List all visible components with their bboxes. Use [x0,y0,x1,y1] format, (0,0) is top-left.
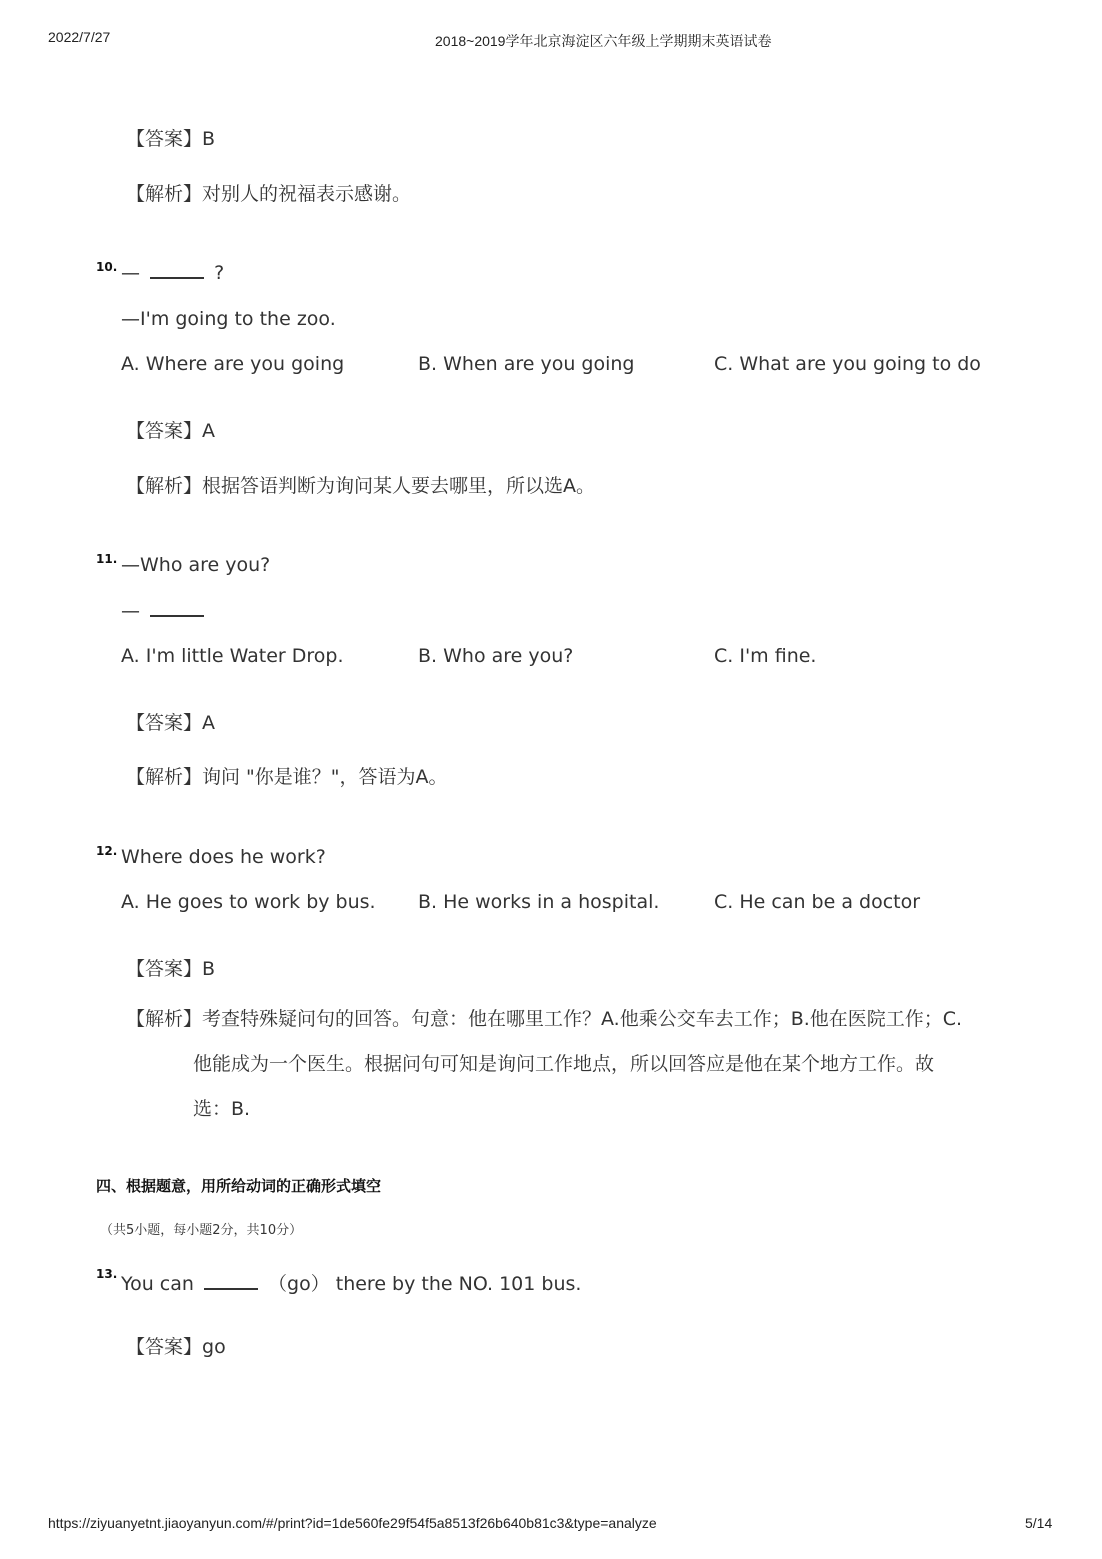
answer-label: 【答案】 [126,1336,203,1358]
analysis-label: 【解析】 [126,1008,203,1030]
q10-reply: —I'm going to the zoo. [121,308,336,330]
q12-answer [126,954,215,981]
q12-analysis-text1: 考查特殊疑问句的回答。句意：他在哪里工作？A.他乘公交车去工作；B.他在医院工作；C. [202,1008,963,1030]
q11-option-b: B. Who are you? [418,645,574,667]
q10-analysis [126,471,595,498]
analysis-label: 【解析】 [126,475,203,497]
analysis-label: 【解析】 [126,766,203,788]
answer-label: 【答案】 [126,128,203,150]
q11-option-a: A. I'm little Water Drop. [121,645,344,667]
q10-question-mark: ? [214,262,225,284]
q10-number: 10. [96,260,118,274]
q12-number: 12. [96,844,118,858]
q13-stem [121,1269,581,1296]
q13-answer-value: go [202,1336,226,1358]
q11-stem: —Who are you? [121,554,271,576]
q10-answer-value: A [202,420,216,442]
q11-option-c: C. I'm fine. [714,645,817,667]
q9-answer-value: B [202,128,216,150]
q11-number: 11. [96,552,118,566]
print-url: https://ziyuanyetnt.jiaoyanyun.com/#/print?id=1de560fe29f54f5a8513f26b640b81c3&type=analyze [48,1515,657,1531]
q13-suffix: （go） there by the NO. 101 bus. [268,1273,582,1295]
page-number: 5/14 [1025,1515,1053,1531]
q9-analysis-text: 对别人的祝福表示感谢。 [202,183,412,205]
q10-blank [150,263,204,279]
q12-option-c: C. He can be a doctor [714,891,921,913]
answer-label: 【答案】 [126,712,203,734]
q13-number: 13. [96,1267,118,1281]
analysis-label: 【解析】 [126,183,203,205]
q12-analysis-line1 [126,997,962,1042]
q13-answer [126,1332,226,1359]
q12-analysis [126,997,962,1132]
answer-label: 【答案】 [126,420,203,442]
q10-option-b: B. When are you going [418,353,635,375]
q11-analysis [126,762,448,789]
q10-dash: — [121,262,140,284]
q11-answer [126,708,215,735]
q11-analysis-text: 询问 "你是谁？"，答语为A。 [202,766,448,788]
q11-dash: — [121,600,140,622]
q13-prefix: You can [121,1273,194,1295]
q12-option-a: A. He goes to work by bus. [121,891,376,913]
print-date: 2022/7/27 [48,29,111,45]
q10-answer [126,416,215,443]
answer-label: 【答案】 [126,958,203,980]
q9-answer [126,124,215,151]
q10-analysis-text: 根据答语判断为询问某人要去哪里，所以选A。 [202,475,596,497]
q12-option-b: B. He works in a hospital. [418,891,660,913]
q10-option-a: A. Where are you going [121,353,345,375]
q11-answer-value: A [202,712,216,734]
q13-blank [204,1274,258,1290]
document-title: 2018~2019学年北京海淀区六年级上学期期末英语试卷 [435,33,772,49]
q12-stem: Where does he work? [121,846,326,868]
q12-analysis-line2: 他能成为一个医生。根据问句可知是询问工作地点，所以回答应是他在某个地方工作。故 [193,1053,935,1075]
q9-analysis [126,179,411,206]
section-4-title: 四、根据题意，用所给动词的正确形式填空 [96,1177,382,1195]
q12-analysis-line3: 选：B. [193,1098,251,1120]
section-4-subtitle: （共5小题，每小题2分，共10分） [100,1223,303,1238]
q12-answer-value: B [202,958,216,980]
q10-option-c: C. What are you going to do [714,353,981,375]
q10-stem [121,262,224,284]
q11-reply [121,600,208,622]
q11-blank [150,601,204,617]
